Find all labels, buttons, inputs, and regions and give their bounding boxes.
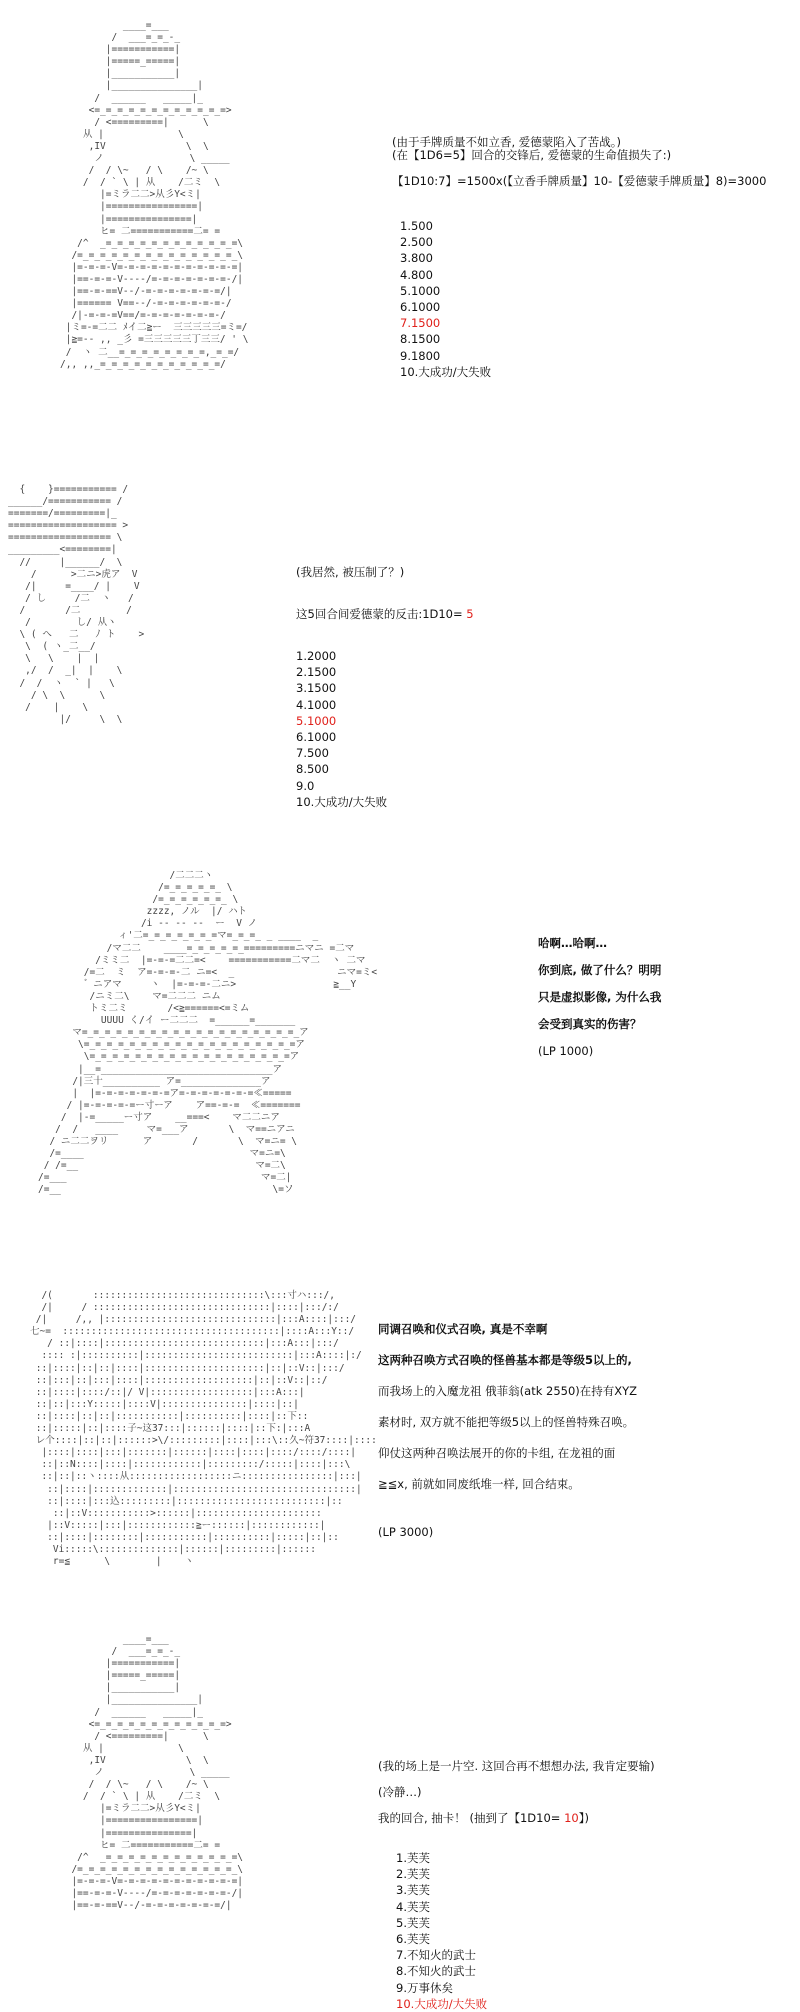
dice-row-selected: 10.大成功/大失败	[396, 1996, 488, 2011]
dialogue-block	[296, 566, 474, 621]
ascii-art-dark-figure: /( ::::::::::::::::::::::::::::::\:::寸ハ:::/, /| / :::::::::::::::::::::::::::::::|::::|:::/:/ /| /,, |::::::::::::::::::::::::::::::|:::A::::|:::/ 七~= ::::::::::::::::::::::::::::::::::::::|::::A:::Y::/ / ::|::::|::::::::::::::::::::::::::::|:::A:::|:::/ :::: :|::::::::::|::::::::::::::::::::::::::|:::A::::|:/ ::|::::|::|::|::::|:::::::::::::::::::::|::|::V::|:::/ ::|:::|::|:::|::::|:::::::::::::::::::|::|::V::|::/ ::|::::|::::/::|/ V|::::::::::::::::::|:::A:::| ::|::|:::Y:::::|::::V|:::::::::::::::|::::|::| ::|::::|::|::|:::::::::::|::::::::::|::::|::下:: ::|:::::|::|::::子~这37:::|::::::|::::|::下:|:::A レ个::::|::|::|::::::>\/:::::::::|::::|:::\::久~符37::::|:::: |::::|::::|:::|:::::::|::::::|::::|::::|::::/::::/::::| ::|::N::::|::::|::::::::::::|:::::::::/:::::|::::|:::\ ::|::|::ヽ::::从::::::::::::::::::ニ::::::::::::::::|:::| ::|::::|:::::::::::::|::::::::::::::::::::::::::::::::| ::|::::|:::込:::::::::|::::::::::::::::::::::::::|:: ::|::V:::::::::::>::::::|:::::::::::::::::::::: |::V:::::|:::|::::::::::::≧ー::::::|::::::::::::| ::|::::|::::::::|:::::::::::|::::::::::|:::::|::|:: Vi:::::\::::::::::::::|::::::|:::::::::|:::::: r=≦ \ | ヽ	[30, 1290, 377, 1568]
panel-4	[0, 1278, 800, 1608]
dialogue-line: (冷静…)	[378, 1785, 422, 1799]
dice-row: 9.0	[296, 778, 315, 793]
dialogue-line: 同调召唤和仪式召唤, 真是不幸啊	[378, 1322, 548, 1336]
dice-row: 8.1500	[400, 332, 441, 347]
dialogue-line: (我居然, 被压制了？)	[296, 565, 405, 579]
dialogue-line: (我的场上是一片空. 这回合再不想想办法, 我肯定要输)	[378, 1759, 655, 1773]
dialogue-line: 仰仗这两种召唤法展开的你的卡组, 在龙祖的面	[378, 1446, 616, 1460]
panel-1	[0, 0, 800, 460]
dice-result: 5	[466, 607, 474, 621]
dice-row: 2.1500	[296, 665, 337, 680]
dialogue-line	[378, 1812, 655, 1825]
dice-row: 3.芙芙	[396, 1883, 430, 1898]
dialogue-text: 】)	[578, 1811, 589, 1825]
life-points: (LP 3000)	[378, 1525, 434, 1539]
dialogue-line: 而我场上的入魔龙祖 俄菲翁(atk 2550)在持有XYZ	[378, 1384, 638, 1398]
dice-row: 4.1000	[296, 697, 337, 712]
dice-row: 1.芙芙	[396, 1851, 430, 1865]
dice-row: 7.500	[296, 746, 329, 761]
life-points: (LP 1000)	[538, 1044, 594, 1058]
dice-row: 10.大成功/大失败	[296, 794, 388, 809]
dice-row: 1.2000	[296, 649, 337, 663]
panel-5	[0, 1620, 800, 2011]
dialogue-line: 素材时, 双方就不能把等级5以上的怪兽特殊召唤。	[378, 1415, 635, 1429]
dice-table	[396, 1850, 487, 2012]
dialogue-line: ≧≦x, 前就如同废纸堆一样, 回合结束。	[378, 1477, 580, 1491]
dice-row: 3.1500	[296, 681, 337, 696]
dice-row: 8.不知火的武士	[396, 1964, 476, 1979]
dice-result: 10	[564, 1811, 579, 1825]
panel-3	[0, 860, 800, 1260]
ascii-art-edmond: ____=___ / ___=_=_-_ |===========| |=====_=====| |___________| |_______________| / ______ _____|_ <=_=_=_=_=_=_=_=_=_=_=_=> / <=========| \ 从 | \ ,IV \ \ ノ \ _____ / / \~ / \ /~ \ / / ` \ | 从 /二ミ \ |=ミラ二二>从彡Y<ミ| |================| |===============| ヒ= 二===========二= = /^ _=_=_=_=_=_=_=_=_=_=_=_=\ /=_=_=_=_=_=_=_=_=_=_=_=_=_=_\ |=-=-=-V=-=-=-=-=-=-=-=-=-=-=| |==-=-=-V----/=-=-=-=-=-=-=-/| |==-=-==V--/-=-=-=-=-=-=-=/| |====== V==--/-=-=-=-=-=-=-/ /|-=-=-=V==/=-=-=-=-=-=-=-/ |ミ=-=二二 ﾒイ二≧ー 三三三三三=ミ=/ |≧=-- ,, _彡 =三三三三三丁三三/ ' \ / ヽ 二__=_=_=_=_=_=_=_=,_=_=/ /,, ,,_=_=_=_=_=_=_=_=_=_=_=/	[60, 20, 249, 370]
dice-row: 7.不知火的武士	[396, 1948, 476, 1963]
dice-row-selected: 7.1500	[400, 316, 441, 331]
dialogue-line: 你到底, 做了什么？明明	[538, 963, 662, 977]
dialogue-line	[296, 608, 474, 621]
dialogue-line: 只是虚拟影像, 为什么我	[538, 990, 662, 1004]
dialogue-block	[392, 136, 766, 188]
dice-row: 3.800	[400, 251, 433, 266]
panel-2	[0, 470, 800, 810]
dice-row: 6.芙芙	[396, 1932, 430, 1947]
dialogue-line: 哈啊…哈啊…	[538, 936, 607, 950]
dice-row: 9.1800	[400, 348, 441, 363]
dialogue-line	[296, 579, 474, 592]
ascii-art-opponent: /二二二ヽ /=_=_=_=_=_ \ /=_=_=_=_=_=_ \ zzzz, ノル |/ ハト /i -- -- -- ー V ノ ィ'二=_=_=_=_=_=_=マ=_=_=_ _ ____ _ /マ二二 ____=_=_=_=_=_=========ニマニ =二マ /ミミ二 |=-=-=二二=< ===========二マ二 ヽ 二マ /=二 ミ ア=-=-=-二 ニ=< _ ニマ=ミ< ゛ニアマ ヽ |=-=-=-二ニ> ≧__Y /ニミ二\ マ=二二二 ニム トミ二ミ /<≧======<=ミム UUUU く/イ ー二二二 =______=_______ マ=_=_=_=_=_=_=_=_=_=_=_=_=_=_=_=_=_=_=_ア \=_=_=_=_=_=_=_=_=_=_=_=_=_=_=_=_=_=_=ア \=_=_=_=_=_=_=_=_=_=_=_=_=_=_=_=_=_=ア |__=______________________________ア /|三十__________ ア=______________ア | |=-=-=-=-=-=-=ア=-=-=-=-=-=-=≪===== / |=-=-=-=-=ー寸ーア ア==-=-= ≪======= / |-=_____ー寸ア __===< マ二二ニア / / ____ マ=___ア \ マ==ニアニ / ニ二二ヲリ ア / \ マ=ニ= \ /=____ マ=ニ=\ / /=__ マ=二\ /=___ マ=二| /=__ \=ソ	[38, 870, 378, 1196]
dialogue-block	[538, 930, 661, 1065]
dialogue-block	[378, 1760, 655, 1825]
dialogue-line: (由于手牌质量不如立香, 爱德蒙陷入了苦战。)	[392, 135, 622, 149]
dialogue-text: 这5回合间爱德蒙的反击:1D10=	[296, 607, 467, 621]
dice-table	[296, 648, 387, 810]
dice-row-selected: 5.1000	[296, 713, 337, 728]
dice-row: 6.1000	[400, 300, 441, 315]
dice-row: 2.500	[400, 235, 433, 250]
dialogue-block	[378, 1314, 637, 1548]
dice-row: 8.500	[296, 762, 329, 777]
dice-row: 5.芙芙	[396, 1915, 430, 1930]
dice-row: 4.800	[400, 267, 433, 282]
dialogue-line: 会受到真实的伤害？	[538, 1017, 642, 1031]
dice-table	[400, 218, 491, 380]
dialogue-line: (在【1D6=5】回合的交锋后, 爱德蒙的生命值损失了:)	[392, 148, 672, 162]
dialogue-line: 【1D10:7】=1500x(【立香手牌质量】10-【爱德蒙手牌质量】8)=3000	[392, 174, 767, 188]
dice-row: 1.500	[400, 219, 433, 233]
ascii-art-edmond-2: ____=___ / ___=_=_-_ |===========| |=====_=====| |___________| |_______________| / ______ _____|_ <=_=_=_=_=_=_=_=_=_=_=_=> / <=========| \ 从 | \ ,IV \ \ ノ \ _____ / / \~ / \ /~ \ / / ` \ | 从 /二ミ \ |=ミラ二二>从彡Y<ミ| |================| |===============| ヒ= 二===========二= = /^ _=_=_=_=_=_=_=_=_=_=_=_=\ /=_=_=_=_=_=_=_=_=_=_=_=_=_=_\ |=-=-=-V=-=-=-=-=-=-=-=-=-=-=| |==-=-=-V----/=-=-=-=-=-=-=-/| |==-=-==V--/-=-=-=-=-=-=-=/|	[71, 1634, 244, 1912]
dice-row: 6.1000	[296, 730, 337, 745]
dice-row: 2.芙芙	[396, 1867, 430, 1882]
dice-row: 4.芙芙	[396, 1899, 430, 1914]
dice-row: 10.大成功/大失败	[400, 364, 492, 379]
dialogue-line: 这两种召唤方式召唤的怪兽基本都是等级5以上的,	[378, 1353, 632, 1367]
dice-row: 5.1000	[400, 283, 441, 298]
dialogue-text: 我的回合, 抽卡！ (抽到了【1D10=	[378, 1811, 565, 1825]
ascii-art-edmond-closeup: { }=========== / ______/=========== / =======/=========|_ =================== > ================== \ _________<========| // |______/ \ / >二ニ>虎ア V /| =____/ | V / し /二 ヽ / / /二 / / し/ 从ヽ \ ( へ 二 ﾉ ト > \ ( ヽ_二__/ \ \ | | ,/ / _| | \ / / ヽ ` | \ / \ \ \ / | \ |/ \ \	[8, 484, 145, 725]
dice-row: 9.万事休矣	[396, 1980, 453, 1995]
